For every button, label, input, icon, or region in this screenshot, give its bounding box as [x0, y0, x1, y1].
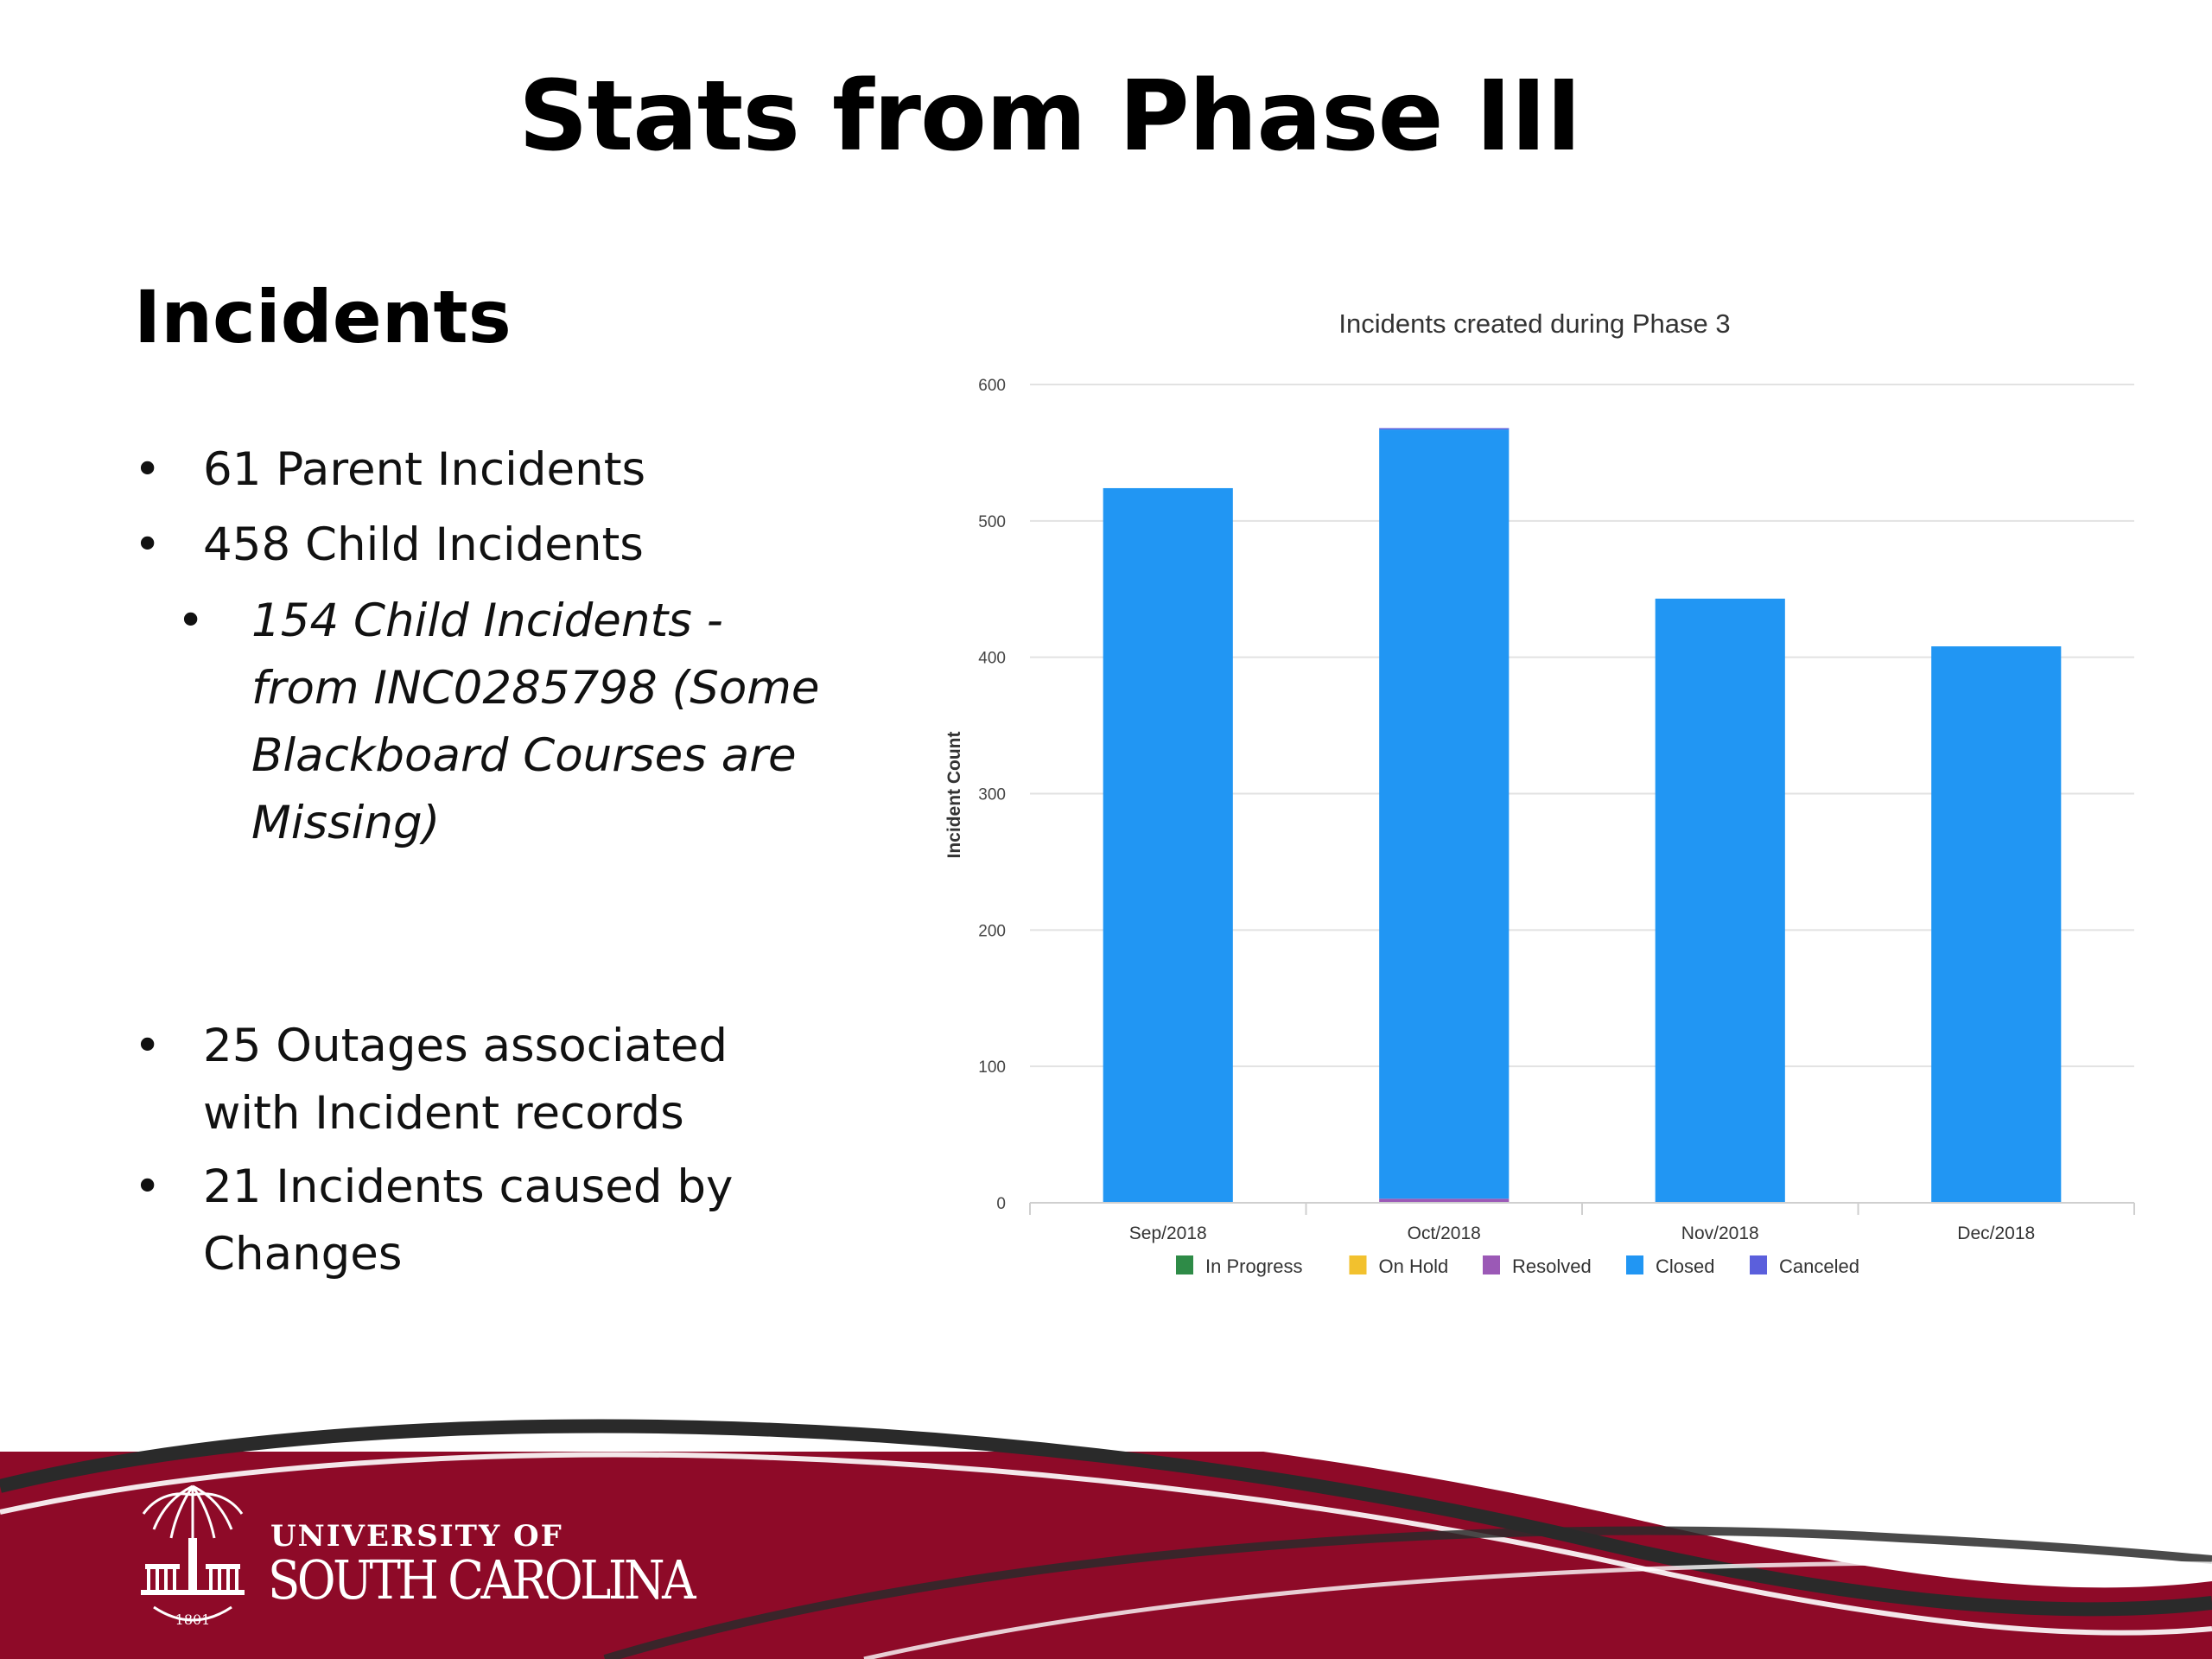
legend-label: On Hold — [1378, 1255, 1449, 1277]
bullet-text: 458 Child Incidents — [203, 518, 644, 571]
bar-closed[interactable] — [1931, 646, 2061, 1203]
y-tick-label: 0 — [996, 1195, 1006, 1213]
chart-svg — [933, 294, 2169, 1339]
bullet-text — [203, 1154, 860, 1288]
legend-item-closed[interactable] — [1626, 1255, 1714, 1277]
legend-swatch — [1626, 1255, 1643, 1274]
bullet-marker: • — [134, 1160, 162, 1213]
chart-title: Incidents created during Phase 3 — [1338, 308, 1731, 339]
y-tick-label: 300 — [978, 785, 1006, 804]
x-tick-label: Sep/2018 — [1128, 1224, 1207, 1243]
x-tick-label: Oct/2018 — [1407, 1224, 1481, 1243]
legend-swatch — [1483, 1255, 1500, 1274]
bullet-marker: • — [134, 518, 162, 571]
bullet-text: 61 Parent Incidents — [203, 443, 646, 496]
legend-label: Closed — [1656, 1255, 1715, 1277]
x-tick-label: Dec/2018 — [1957, 1224, 2036, 1243]
brand-line-1: UNIVERSITY OF — [270, 1519, 563, 1554]
bullet-marker: • — [134, 443, 162, 496]
bullet-line: with Incident records — [203, 1087, 684, 1140]
bar-canceled[interactable] — [1379, 429, 1509, 430]
legend-swatch — [1750, 1255, 1767, 1274]
legend-swatch — [1350, 1255, 1367, 1274]
bullet-line: Changes — [203, 1228, 403, 1281]
y-axis-ticks — [978, 377, 1006, 1213]
legend-label: Canceled — [1779, 1255, 1859, 1277]
legend-item-on-hold[interactable] — [1350, 1255, 1449, 1277]
y-tick-label: 100 — [978, 1058, 1006, 1077]
bullet-line: 25 Outages associated — [203, 1020, 728, 1072]
bullet-marker: • — [134, 1020, 162, 1072]
legend-item-resolved[interactable] — [1483, 1255, 1592, 1277]
y-tick-label: 600 — [978, 377, 1006, 395]
legend-swatch — [1176, 1255, 1193, 1274]
y-axis-label: Incident Count — [944, 731, 964, 859]
bullet-list — [0, 0, 864, 1382]
section-heading: Incidents — [134, 275, 512, 359]
y-tick-label: 200 — [978, 922, 1006, 941]
x-tick-label: Nov/2018 — [1681, 1224, 1759, 1243]
legend-item-canceled[interactable] — [1750, 1255, 1859, 1277]
legend-item-in-progress[interactable] — [1176, 1255, 1303, 1277]
bar-closed[interactable] — [1656, 599, 1785, 1203]
x-axis — [1030, 1203, 2134, 1243]
bullet-text — [203, 1013, 860, 1147]
chart-legend — [1176, 1255, 1859, 1277]
palmetto-seal-icon — [128, 1469, 257, 1642]
bullet-line: from INC0285798 (Some — [251, 662, 820, 715]
bullet-text — [251, 588, 839, 857]
legend-label: In Progress — [1205, 1255, 1303, 1277]
slide-title: Stats from Phase III — [518, 60, 1581, 173]
legend-label: Resolved — [1512, 1255, 1592, 1277]
seal-year: 1801 — [175, 1611, 211, 1628]
bullet-marker: • — [177, 594, 205, 647]
bullet-line: 21 Incidents caused by — [203, 1160, 734, 1213]
bullet-line: Missing) — [251, 797, 441, 849]
bar-closed[interactable] — [1379, 429, 1509, 1198]
bullet-line: 154 Child Incidents - — [251, 594, 723, 647]
chart-bars — [1103, 429, 2062, 1203]
bullet-line: Blackboard Courses are — [251, 729, 797, 782]
brand-line-2: SOUTH CAROLINA — [268, 1548, 694, 1611]
y-tick-label: 500 — [978, 512, 1006, 531]
y-tick-label: 400 — [978, 649, 1006, 668]
university-logo — [128, 1469, 750, 1642]
incidents-chart — [933, 294, 2169, 1339]
bar-closed[interactable] — [1103, 488, 1233, 1203]
